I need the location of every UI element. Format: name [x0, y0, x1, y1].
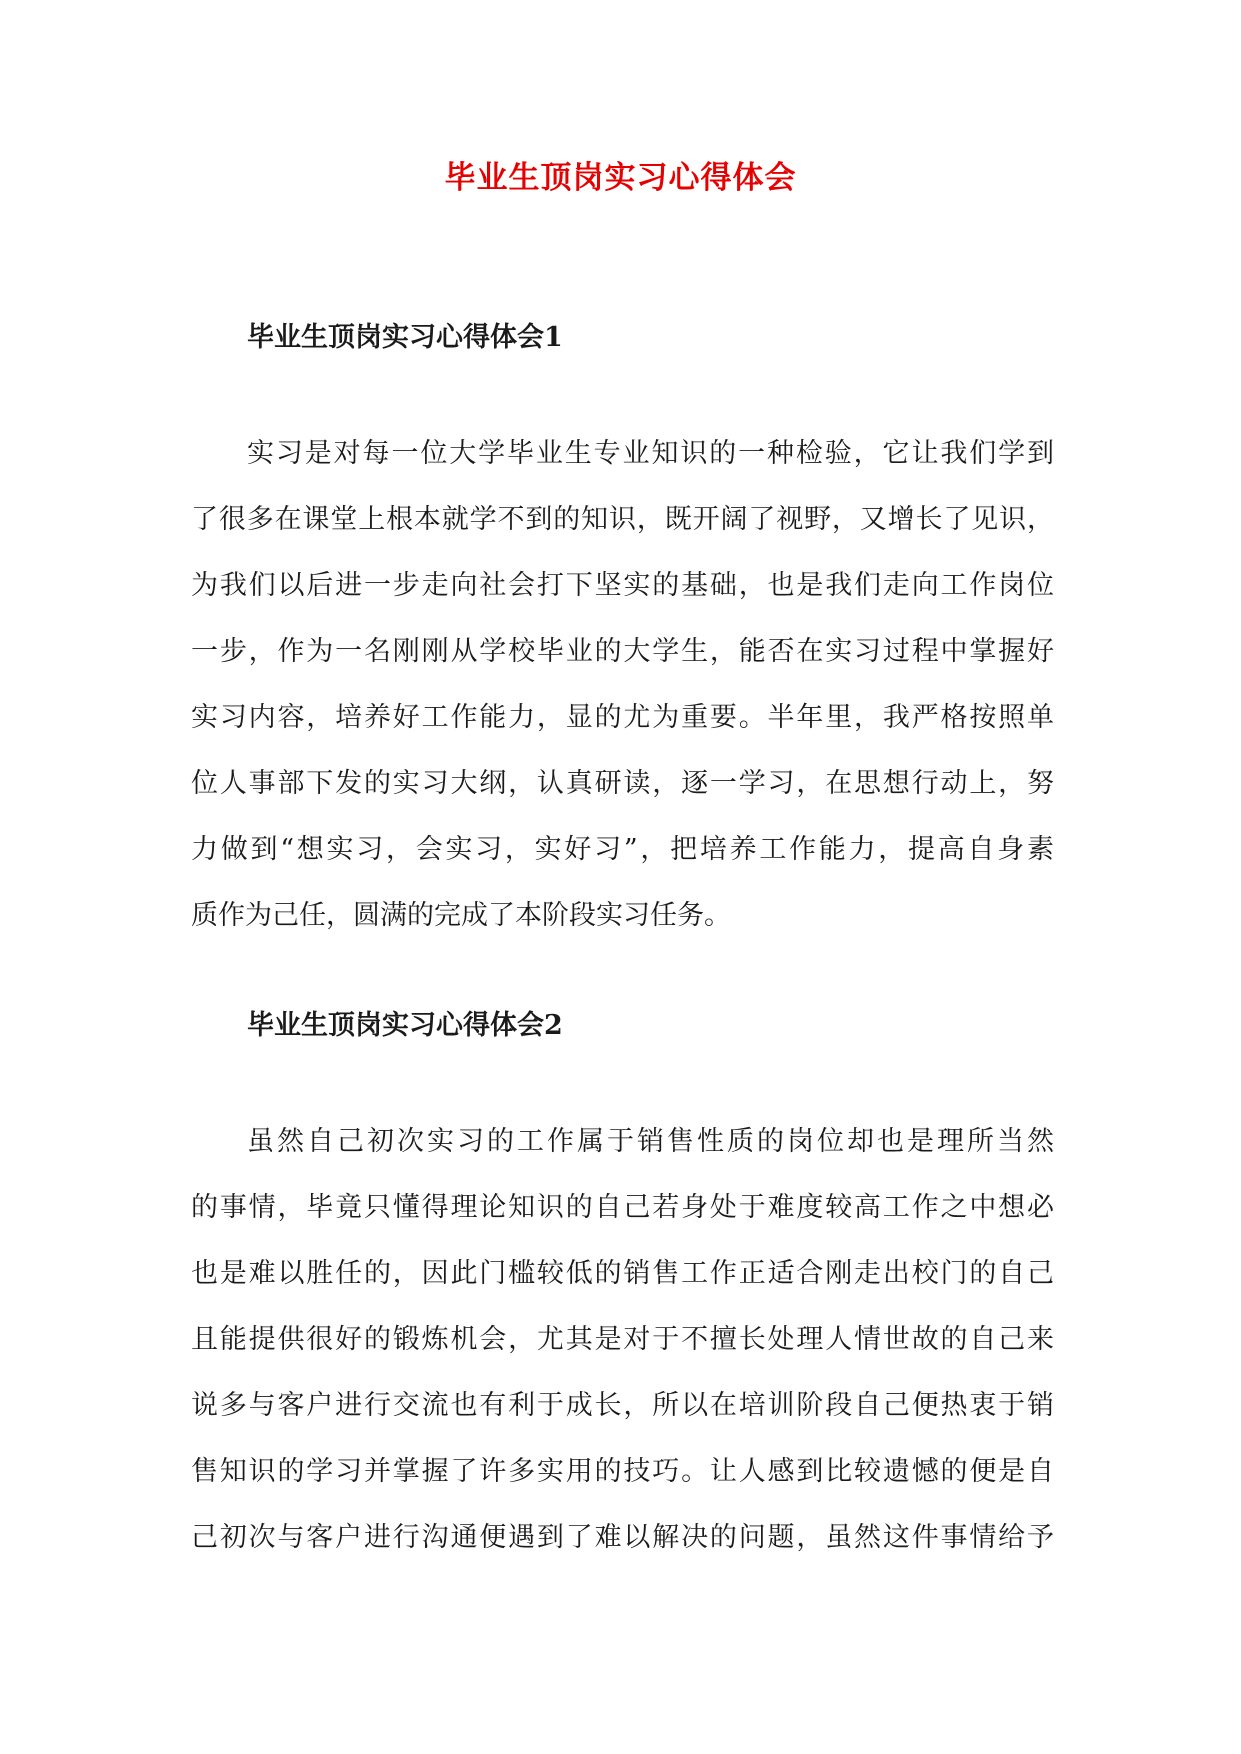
paragraph-line: 售知识的学习并掌握了许多实用的技巧。让人感到比较遗憾的便是自 [191, 1456, 1054, 1487]
paragraph-line: 己初次与客户进行沟通便遇到了难以解决的问题，虽然这件事情给予 [191, 1522, 1054, 1553]
paragraph-line: 质作为己任，圆满的完成了本阶段实习任务。 [191, 900, 731, 931]
paragraph-line: 为我们以后进一步走向社会打下坚实的基础，也是我们走向工作岗位 [191, 570, 1054, 601]
paragraph-line: 一步，作为一名刚刚从学校毕业的大学生，能否在实习过程中掌握好 [191, 636, 1054, 667]
section-2-paragraph [191, 1109, 1054, 1571]
paragraph-line: 且能提供很好的锻炼机会，尤其是对于不擅长处理人情世故的自己来 [191, 1324, 1054, 1355]
paragraph-line: 也是难以胜任的，因此门槛较低的销售工作正适合刚走出校门的自己 [191, 1258, 1054, 1289]
paragraph-line: 力做到“想实习，会实习，实好习”，把培养工作能力，提高自身素 [191, 834, 1054, 865]
paragraph-line: 的事情，毕竟只懂得理论知识的自己若身处于难度较高工作之中想必 [191, 1192, 1054, 1223]
paragraph-line: 位人事部下发的实习大纲，认真研读，逐一学习，在思想行动上，努 [191, 768, 1054, 799]
paragraph-line: 实习是对每一位大学毕业生专业知识的一种检验，它让我们学到 [247, 438, 1054, 469]
section-1-heading: 毕业生顶岗实习心得体会1 [247, 322, 563, 353]
paragraph-line: 实习内容，培养好工作能力，显的尤为重要。半年里，我严格按照单 [191, 702, 1054, 733]
document-title: 毕业生顶岗实习心得体会 [444, 160, 797, 196]
section-2-heading: 毕业生顶岗实习心得体会2 [247, 1010, 563, 1041]
paragraph-line: 了很多在课堂上根本就学不到的知识，既开阔了视野，又增长了见识， [191, 504, 1054, 535]
paragraph-line: 说多与客户进行交流也有利于成长，所以在培训阶段自己便热衷于销 [191, 1390, 1054, 1421]
section-1-paragraph [191, 421, 1054, 949]
paragraph-line: 虽然自己初次实习的工作属于销售性质的岗位却也是理所当然 [247, 1126, 1054, 1157]
